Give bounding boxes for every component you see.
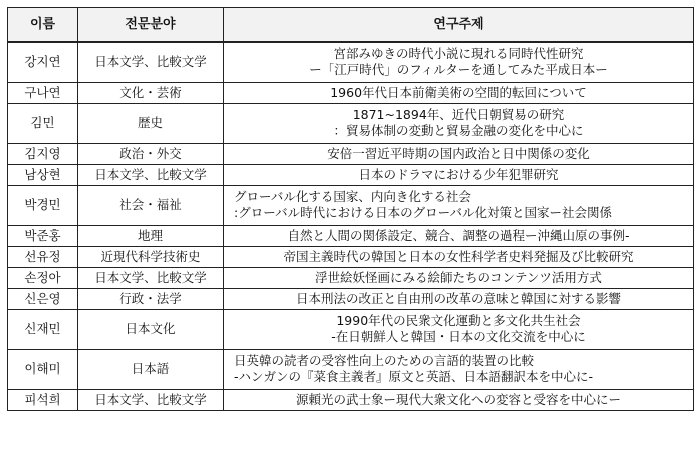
researcher-name: 박경민: [8, 185, 78, 225]
research-topic-line: 帝国主義時代の韓国と日本の女性科学者史料発掘及び比較研究: [283, 248, 634, 264]
research-topic-line: ：貿易体制の変動と貿易金融の変化を中心に: [333, 123, 584, 138]
table-row: [8, 82, 694, 103]
table-row: [8, 309, 694, 349]
table-header: [8, 8, 694, 43]
research-topic-line: 1990年代の民衆文化運動と多文化共生社会: [336, 313, 581, 328]
research-topic-line: 自然と人間の関係設定、競合、調整の過程ー沖縄山原の事例-: [287, 227, 630, 243]
research-topic-line: -ハンガンの『菜食主義者』原文と英語、日本語翻訳本を中心に-: [234, 369, 594, 384]
researcher-name: 신은영: [8, 288, 78, 309]
table-row: [8, 349, 694, 389]
researcher-name: 김지영: [8, 143, 78, 164]
research-topic: [224, 225, 694, 246]
research-topic: [224, 389, 694, 410]
header-row: [8, 8, 694, 43]
researcher-name: 김민: [8, 103, 78, 143]
research-topics-table: [7, 7, 694, 411]
research-topic: [224, 103, 694, 143]
researcher-name: 선유정: [8, 246, 78, 267]
research-topic-line: 1871~1894年、近代日朝貿易の研究: [352, 107, 565, 122]
research-topic-line: 源頼光の武士象ー現代大衆文化への変容と受容を中心にー: [295, 391, 621, 407]
research-topic-line: 安倍一習近平時期の国内政治と日中関係の変化: [327, 145, 590, 161]
header-topic: 연구주제: [224, 8, 694, 43]
research-topic-line: 日本のドラマにおける少年犯罪研究: [358, 166, 559, 182]
research-topic-line: 日英韓の読者の受容性向上のための言語的装置の比較: [234, 353, 535, 368]
specialty-field: 歴史: [78, 103, 224, 143]
specialty-field: 日本文学、比較文学: [78, 267, 224, 288]
researcher-name: 남상현: [8, 164, 78, 185]
research-topic-line: 日本刑法の改正と自由刑の改革の意味と韓国に対する影響: [295, 290, 621, 306]
research-topic: [224, 246, 694, 267]
table-row: [8, 143, 694, 164]
research-topic: [224, 267, 694, 288]
specialty-field: 政治・外交: [78, 143, 224, 164]
research-topic: [224, 164, 694, 185]
table-row: [8, 225, 694, 246]
research-topic-line: グローバル化する国家、内向き化する社会: [234, 189, 471, 204]
researcher-name: 이해미: [8, 349, 78, 389]
header-name: 이름: [8, 8, 78, 43]
specialty-field: 地理: [78, 225, 224, 246]
table-body: [8, 42, 694, 410]
researcher-name: 구나연: [8, 82, 78, 103]
researcher-name: 신재민: [8, 309, 78, 349]
research-topic-line: 浮世絵妖怪画にみる絵師たちのコンテンツ活用方式: [315, 269, 602, 285]
researcher-name: 피석희: [8, 389, 78, 410]
table-row: [8, 185, 694, 225]
researcher-name: 강지연: [8, 42, 78, 82]
specialty-field: 日本文学、比較文学: [78, 389, 224, 410]
research-topic-line: 1960年代日本前衛美術の空間的転回について: [330, 84, 587, 100]
table-row: [8, 164, 694, 185]
table-row: [8, 42, 694, 82]
table-row: [8, 246, 694, 267]
researcher-name: 박준홍: [8, 225, 78, 246]
research-topic: [224, 185, 694, 225]
research-topic: [224, 288, 694, 309]
specialty-field: 日本文化: [78, 309, 224, 349]
research-topic-line: 宮部みゆきの時代小説に現れる同時代性研究: [333, 46, 584, 62]
table-row: [8, 267, 694, 288]
specialty-field: 日本文学、比較文学: [78, 164, 224, 185]
table-row: [8, 389, 694, 410]
specialty-field: 日本文学、比較文学: [78, 42, 224, 82]
research-topic: [224, 42, 694, 82]
researcher-name: 손정아: [8, 267, 78, 288]
research-topic-line: :グローバル時代における日本のグローバル化対策と国家ー社会関係: [234, 205, 612, 220]
research-topic-line: -在日朝鮮人と韓国・日本の文化交流を中心に: [331, 329, 586, 344]
header-field: 전문분야: [78, 8, 224, 43]
specialty-field: 近現代科学技術史: [78, 246, 224, 267]
research-topic: [224, 349, 694, 389]
research-topic: [224, 82, 694, 103]
specialty-field: 社会・福祉: [78, 185, 224, 225]
specialty-field: 文化・芸術: [78, 82, 224, 103]
specialty-field: 日本語: [78, 349, 224, 389]
table-row: [8, 103, 694, 143]
specialty-field: 行政・法学: [78, 288, 224, 309]
research-topic: [224, 143, 694, 164]
research-topic-line: ー「江戸時代」のフィルターを通してみた平成日本ー: [309, 62, 608, 78]
research-topic: [224, 309, 694, 349]
table-row: [8, 288, 694, 309]
